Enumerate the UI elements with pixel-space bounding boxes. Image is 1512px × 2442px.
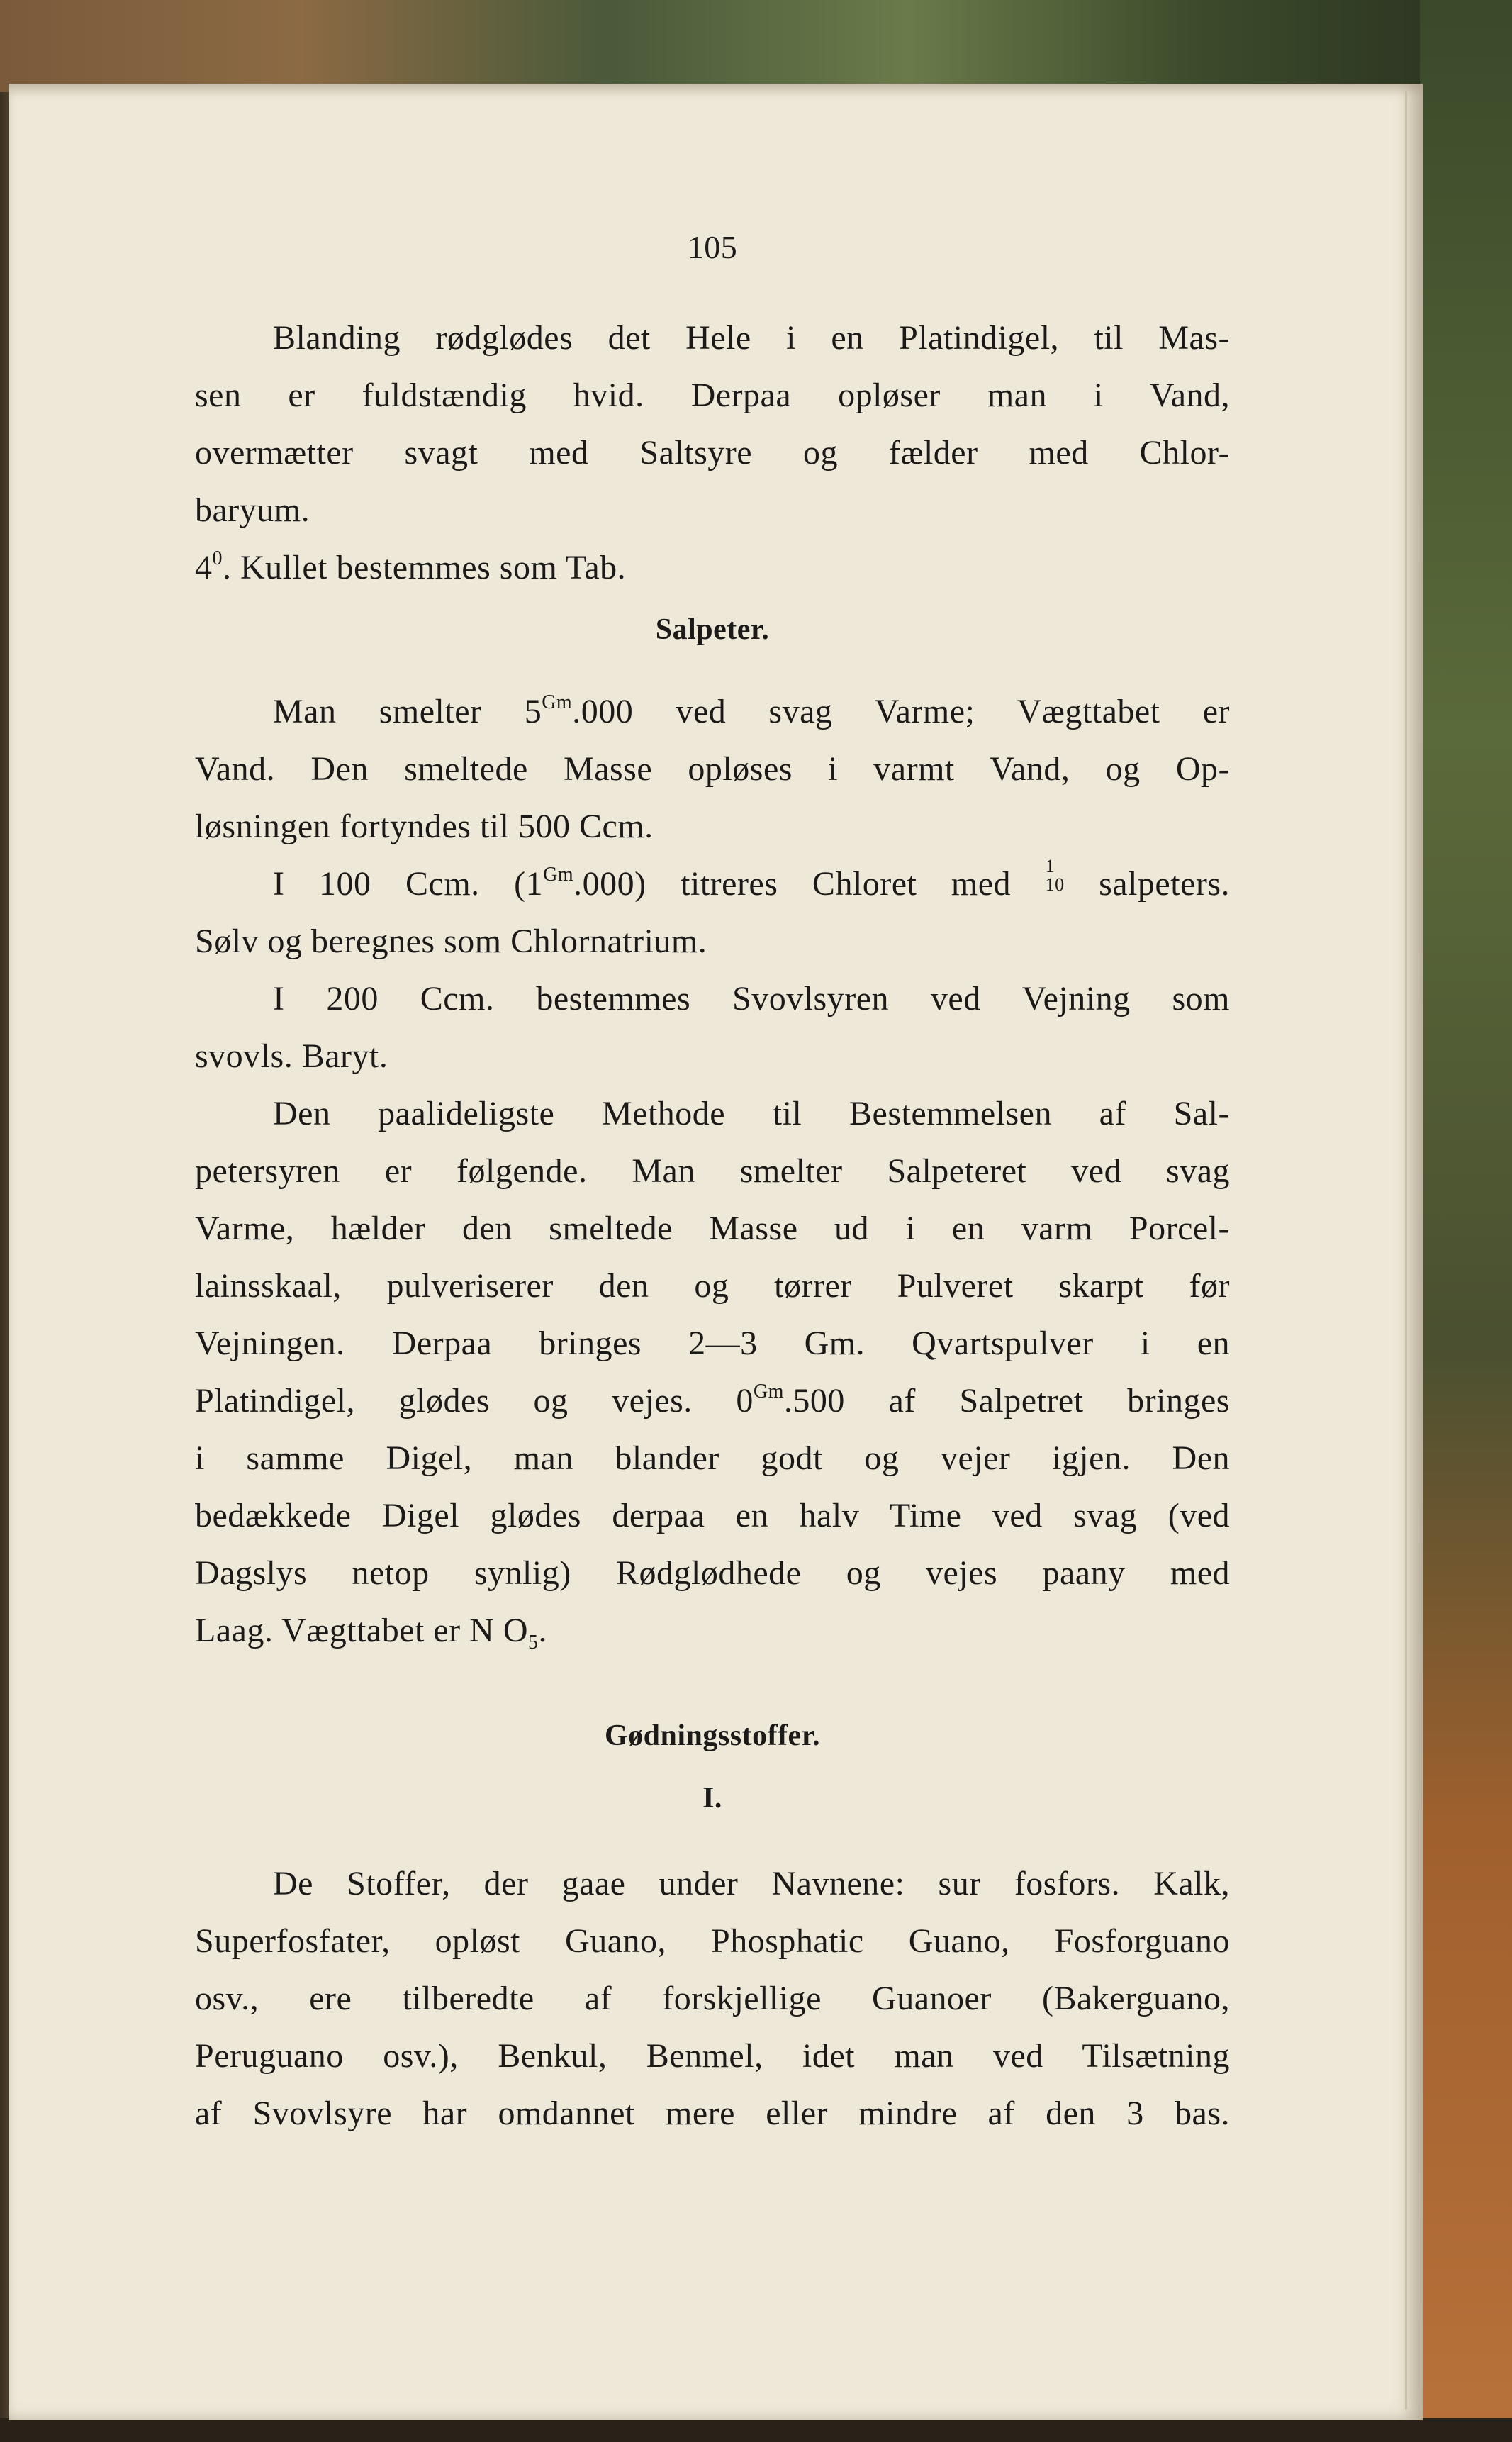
section-heading-roman-numeral: I. (702, 1782, 722, 1814)
text-line: Vejningen. Derpaa bringes 2—3 Gm. Qvartspulver i en (195, 1325, 1230, 1362)
text-line: løsningen fortyndes til 500 Ccm. (195, 808, 654, 845)
text-line: I 200 Ccm. bestemmes Svovlsyren ved Vejning som (273, 980, 1230, 1017)
section-heading-godningsstoffer: Gødningsstoffer. (605, 1719, 820, 1752)
text-line: Peruguano osv.), Benkul, Benmel, idet man ved Tilsætning (195, 2037, 1230, 2075)
page-sheet (9, 84, 1423, 2420)
text-line: De Stoffer, der gaae under Navnene: sur fosfors. Kalk, (273, 1865, 1230, 1902)
text-line: Blanding rødglødes det Hele i en Platindigel, til Mas- (273, 319, 1230, 357)
text-line: petersyren er følgende. Man smelter Salpeteret ved svag (195, 1152, 1230, 1190)
fraction: 1 10 (1045, 856, 1065, 895)
book-bottom-edge (0, 2418, 1512, 2442)
text-line: $4^0$. Kullet bestemmes som Tab. (195, 547, 627, 586)
text-line: Dagslys netop synlig) Rødglødhede og vejes paany med (195, 1554, 1230, 1592)
text-line: Varme, hælder den smeltede Masse ud i en varm Porcel- (195, 1210, 1230, 1247)
text-line: svovls. Baryt. (195, 1037, 388, 1075)
text-line: sen er fuldstændig hvid. Derpaa opløser man i Vand, (195, 377, 1230, 414)
text-line: af Svovlsyre har omdannet mere eller mindre af den 3 bas. (195, 2095, 1230, 2132)
text-line: bedækkede Digel glødes derpaa en halv Time ved svag (ved (195, 1497, 1230, 1534)
text-line: Laag. Vægttabet er N $O_5$. (195, 1612, 547, 1654)
book-cover-top-edge (0, 0, 1512, 92)
book-cover-right-edge (1420, 0, 1512, 2442)
text-line: Man smelter $5^{Gm}.000$ ved svag Varme; Vægttabet er (273, 691, 1231, 730)
text-line: lainsskaal, pulveriserer den og tørrer Pulveret skarpt før (195, 1267, 1230, 1305)
text-line: osv., ere tilberedte af forskjellige Guanoer (Bakerguano, (195, 1980, 1230, 2017)
text-line: Superfosfater, opløst Guano, Phosphatic Guano, Fosforguano (195, 1922, 1230, 1960)
text-line: Platindigel, glødes og vejes. $0^{Gm}.500$ af Salpetret bringes (195, 1381, 1230, 1420)
text-line: overmætter svagt med Saltsyre og fælder med Chlor- (195, 434, 1230, 472)
text-line: Sølv og beregnes som Chlornatrium. (195, 922, 707, 960)
page-gutter-line (1405, 91, 1407, 2409)
text-line: baryum. (195, 491, 310, 529)
text-line: Vand. Den smeltede Masse opløses i varmt Vand, og Op- (195, 750, 1230, 788)
section-heading-salpeter: Salpeter. (655, 613, 770, 646)
text-line: I 100 Ccm. $(1^{Gm}.000)$ titreres Chloret med 1 10 salpeters. (273, 856, 1231, 903)
text-line: Den paalideligste Methode til Bestemmelsen af Sal- (273, 1095, 1230, 1132)
text-line: i samme Digel, man blander godt og vejer igjen. Den (195, 1439, 1230, 1477)
page-number: 105 (687, 229, 738, 265)
